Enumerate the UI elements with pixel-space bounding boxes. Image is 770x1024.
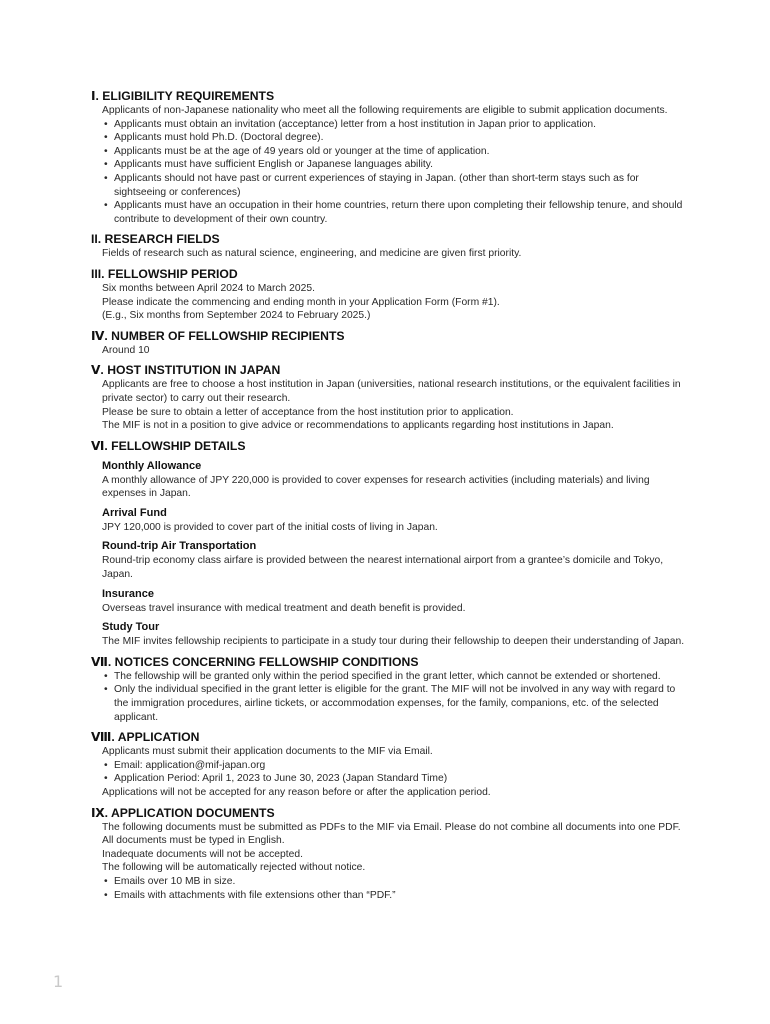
section-heading: Ⅷ. APPLICATION	[91, 730, 200, 745]
section-heading: Ⅶ. NOTICES CONCERNING FELLOWSHIP CONDITIONS	[91, 654, 419, 669]
list-item: • Emails with attachments with file extensions other than “PDF.”	[102, 889, 691, 903]
section-research-fields	[91, 231, 691, 261]
list-item: • Applicants should not have past or current experiences of staying in Japan. (other than short-term stays such as for sightseeing or conferences)	[102, 172, 691, 199]
subheading: Arrival Fund	[102, 506, 167, 519]
document-page	[91, 88, 691, 907]
paragraph: The MIF invites fellowship recipients to participate in a study tour during their fellowship to deepen their understanding of Japan.	[102, 636, 685, 648]
rejection-list	[102, 875, 691, 902]
list-item: • Application Period: April 1, 2023 to June 30, 2023 (Japan Standard Time)	[102, 772, 691, 786]
section-eligibility	[91, 88, 691, 226]
detail-insurance	[102, 587, 691, 616]
list-item: • Only the individual specified in the grant letter is eligible for the grant. The MIF will not be involved in any way with regard to the immigration procedures, airline tickets, or accommodation expenses, for the family, companions, etc. of the selected applicant.	[102, 683, 691, 724]
list-item: • Applicants must obtain an invitation (acceptance) letter from a host institution in Japan prior to application.	[102, 118, 691, 132]
section-host-institution	[91, 362, 691, 432]
paragraph: Overseas travel insurance with medical treatment and death benefit is provided.	[102, 602, 466, 614]
section-heading: Ⅰ. ELIGIBILITY REQUIREMENTS	[91, 89, 275, 103]
paragraph: Applicants are free to choose a host institution in Japan (universities, national research institutions, or the equivalent facilities in private sector) to carry out their research.	[102, 379, 681, 404]
subheading: Monthly Allowance	[102, 459, 202, 472]
section-heading: Ⅵ. FELLOWSHIP DETAILS	[91, 438, 246, 453]
section-application	[91, 729, 691, 799]
paragraph: The MIF is not in a position to give advice or recommendations to applicants regarding host institutions in Japan.	[102, 420, 614, 432]
paragraph: Please indicate the commencing and ending month in your Application Form (Form #1).	[102, 296, 500, 308]
detail-monthly-allowance	[102, 459, 691, 501]
paragraph: All documents must be typed in English.	[102, 835, 285, 847]
paragraph: Fields of research such as natural science, engineering, and medicine are given first priority.	[102, 248, 522, 260]
list-item: • Email: application@mif-japan.org	[102, 759, 691, 773]
list-item: • Applicants must hold Ph.D. (Doctoral degree).	[102, 131, 691, 145]
section-heading: Ⅳ. NUMBER OF FELLOWSHIP RECIPIENTS	[91, 328, 345, 343]
list-item: • Applicants must be at the age of 49 years old or younger at the time of application.	[102, 145, 691, 159]
detail-arrival-fund	[102, 506, 691, 535]
paragraph: The following will be automatically rejected without notice.	[102, 862, 366, 874]
section-heading: Ⅸ. APPLICATION DOCUMENTS	[91, 805, 275, 820]
notices-list	[102, 670, 691, 724]
paragraph: Applications will not be accepted for any reason before or after the application period.	[102, 787, 491, 798]
paragraph: Round-trip economy class airfare is provided between the nearest international airport from a grantee’s domicile and Tokyo, Japan.	[102, 555, 664, 581]
section-application-documents	[91, 805, 691, 903]
section-fellowship-details	[91, 438, 691, 649]
section-intro: Applicants of non-Japanese nationality who meet all the following requirements are eligible to submit application documents.	[102, 105, 668, 116]
page-number: 1	[53, 972, 64, 991]
paragraph: A monthly allowance of JPY 220,000 is provided to cover expenses for research activities (including materials) and living expenses in Japan.	[102, 474, 650, 500]
paragraph: Applicants must submit their application documents to the MIF via Email.	[102, 746, 433, 758]
section-fellowship-period	[91, 266, 691, 323]
detail-air-transportation	[102, 539, 691, 581]
paragraph: The following documents must be submitted as PDFs to the MIF via Email. Please do not combine all documents into one PDF.	[102, 821, 681, 833]
list-item: • Applicants must have an occupation in their home countries, return there upon completing their fellowship tenure, and should contribute to development of their own country.	[102, 199, 691, 226]
list-item: • Applicants must have sufficient English or Japanese languages ability.	[102, 158, 691, 172]
paragraph: Six months between April 2024 to March 2025.	[102, 282, 315, 294]
paragraph: JPY 120,000 is provided to cover part of the initial costs of living in Japan.	[102, 521, 438, 533]
section-heading: Ⅴ. HOST INSTITUTION IN JAPAN	[91, 363, 281, 378]
list-item: • The fellowship will be granted only within the period specified in the grant letter, which cannot be extended or shortened.	[102, 670, 691, 684]
paragraph: Inadequate documents will not be accepted.	[102, 848, 303, 860]
eligibility-list	[102, 118, 691, 227]
subheading: Insurance	[102, 587, 154, 600]
paragraph: Please be sure to obtain a letter of acceptance from the host institution prior to application.	[102, 406, 514, 418]
section-heading: III. FELLOWSHIP PERIOD	[91, 266, 238, 281]
subheading: Round-trip Air Transportation	[102, 540, 257, 553]
application-list	[102, 759, 691, 786]
section-heading: II. RESEARCH FIELDS	[91, 232, 220, 247]
list-item: • Emails over 10 MB in size.	[102, 875, 691, 889]
detail-study-tour	[102, 620, 691, 649]
paragraph: Around 10	[102, 344, 150, 356]
subheading: Study Tour	[102, 621, 160, 634]
section-number-of-recipients	[91, 328, 691, 358]
paragraph: (E.g., Six months from September 2024 to February 2025.)	[102, 310, 371, 322]
section-notices	[91, 654, 691, 724]
